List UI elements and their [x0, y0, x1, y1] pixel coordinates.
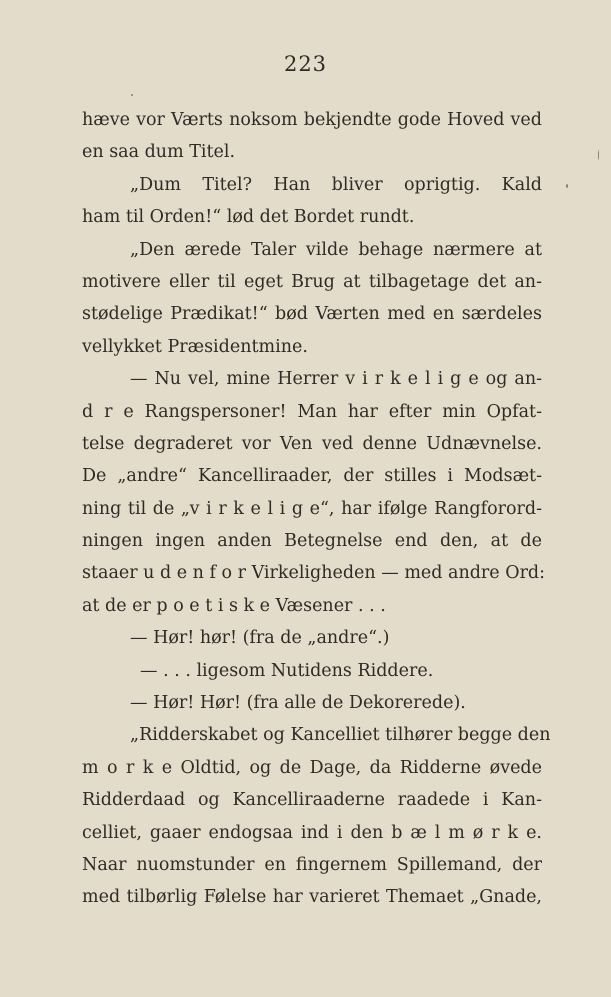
text-line: Ridderdaad og Kancelliraaderne raadede i Kan-	[82, 790, 542, 811]
text-line: ningen ingen anden Betegnelse end den, at de	[82, 531, 542, 552]
text-line: — Hør! hør! (fra de „andre“.)	[130, 628, 390, 649]
text-line: telse degraderet vor Ven ved denne Udnævnelse.	[82, 433, 542, 454]
text-line: hæve vor Værts noksom bekjendte gode Hoved ved	[82, 110, 542, 130]
text-line: — . . . ligesom Nutidens Riddere.	[140, 660, 434, 681]
text-line: d r e Rangspersoner! Man har efter min Opfat-	[82, 401, 542, 422]
paper-speck	[131, 94, 133, 96]
text-line: motivere eller til eget Brug at tilbagetage det an-	[82, 271, 542, 292]
text-line: „Ridderskabet og Kancelliet tilhører begge den	[130, 725, 551, 746]
text-line: ning til de „v i r k e l i g e“, har ifølge Rangforord-	[82, 498, 542, 519]
text-line: vellykket Præsidentmine.	[82, 336, 308, 357]
text-line: — Nu vel, mine Herrer v i r k e l i g e og an-	[130, 369, 542, 390]
text-line: Naar nuomstunder en fingernem Spillemand, der	[82, 854, 542, 875]
text-line: at de er p o e t i s k e Væsener . . .	[82, 595, 386, 616]
text-line: — Hør! Hør! (fra alle de Dekorerede).	[130, 693, 466, 714]
text-line: De „andre“ Kancelliraader, der stilles i Modsæt-	[82, 466, 542, 487]
text-line: ham til Orden!“ lød det Bordet rundt.	[82, 207, 415, 228]
text-line: „Den ærede Taler vilde behage nærmere at	[130, 239, 542, 260]
text-line: celliet, gaaer endogsaa ind i den b æ l m ø r k e.	[82, 822, 542, 843]
text-line: „Dum Titel? Han bliver oprigtig. Kald	[130, 174, 542, 195]
paper-speck	[566, 184, 568, 188]
text-line: m o r k e Oldtid, og de Dage, da Ridderne øvede	[82, 757, 542, 778]
page-number: 223	[283, 52, 328, 76]
body-text	[82, 104, 551, 914]
text-line: med tilbørlig Følelse har varieret Themaet „Gnade,	[82, 887, 542, 908]
text-line: stødelige Prædikat!“ bød Værten med en særdeles	[82, 304, 542, 325]
text-line: en saa dum Titel.	[82, 142, 236, 163]
paper-speck	[598, 150, 599, 160]
text-line: staaer u d e n f o r Virkeligheden — med andre Ord:	[82, 563, 546, 584]
